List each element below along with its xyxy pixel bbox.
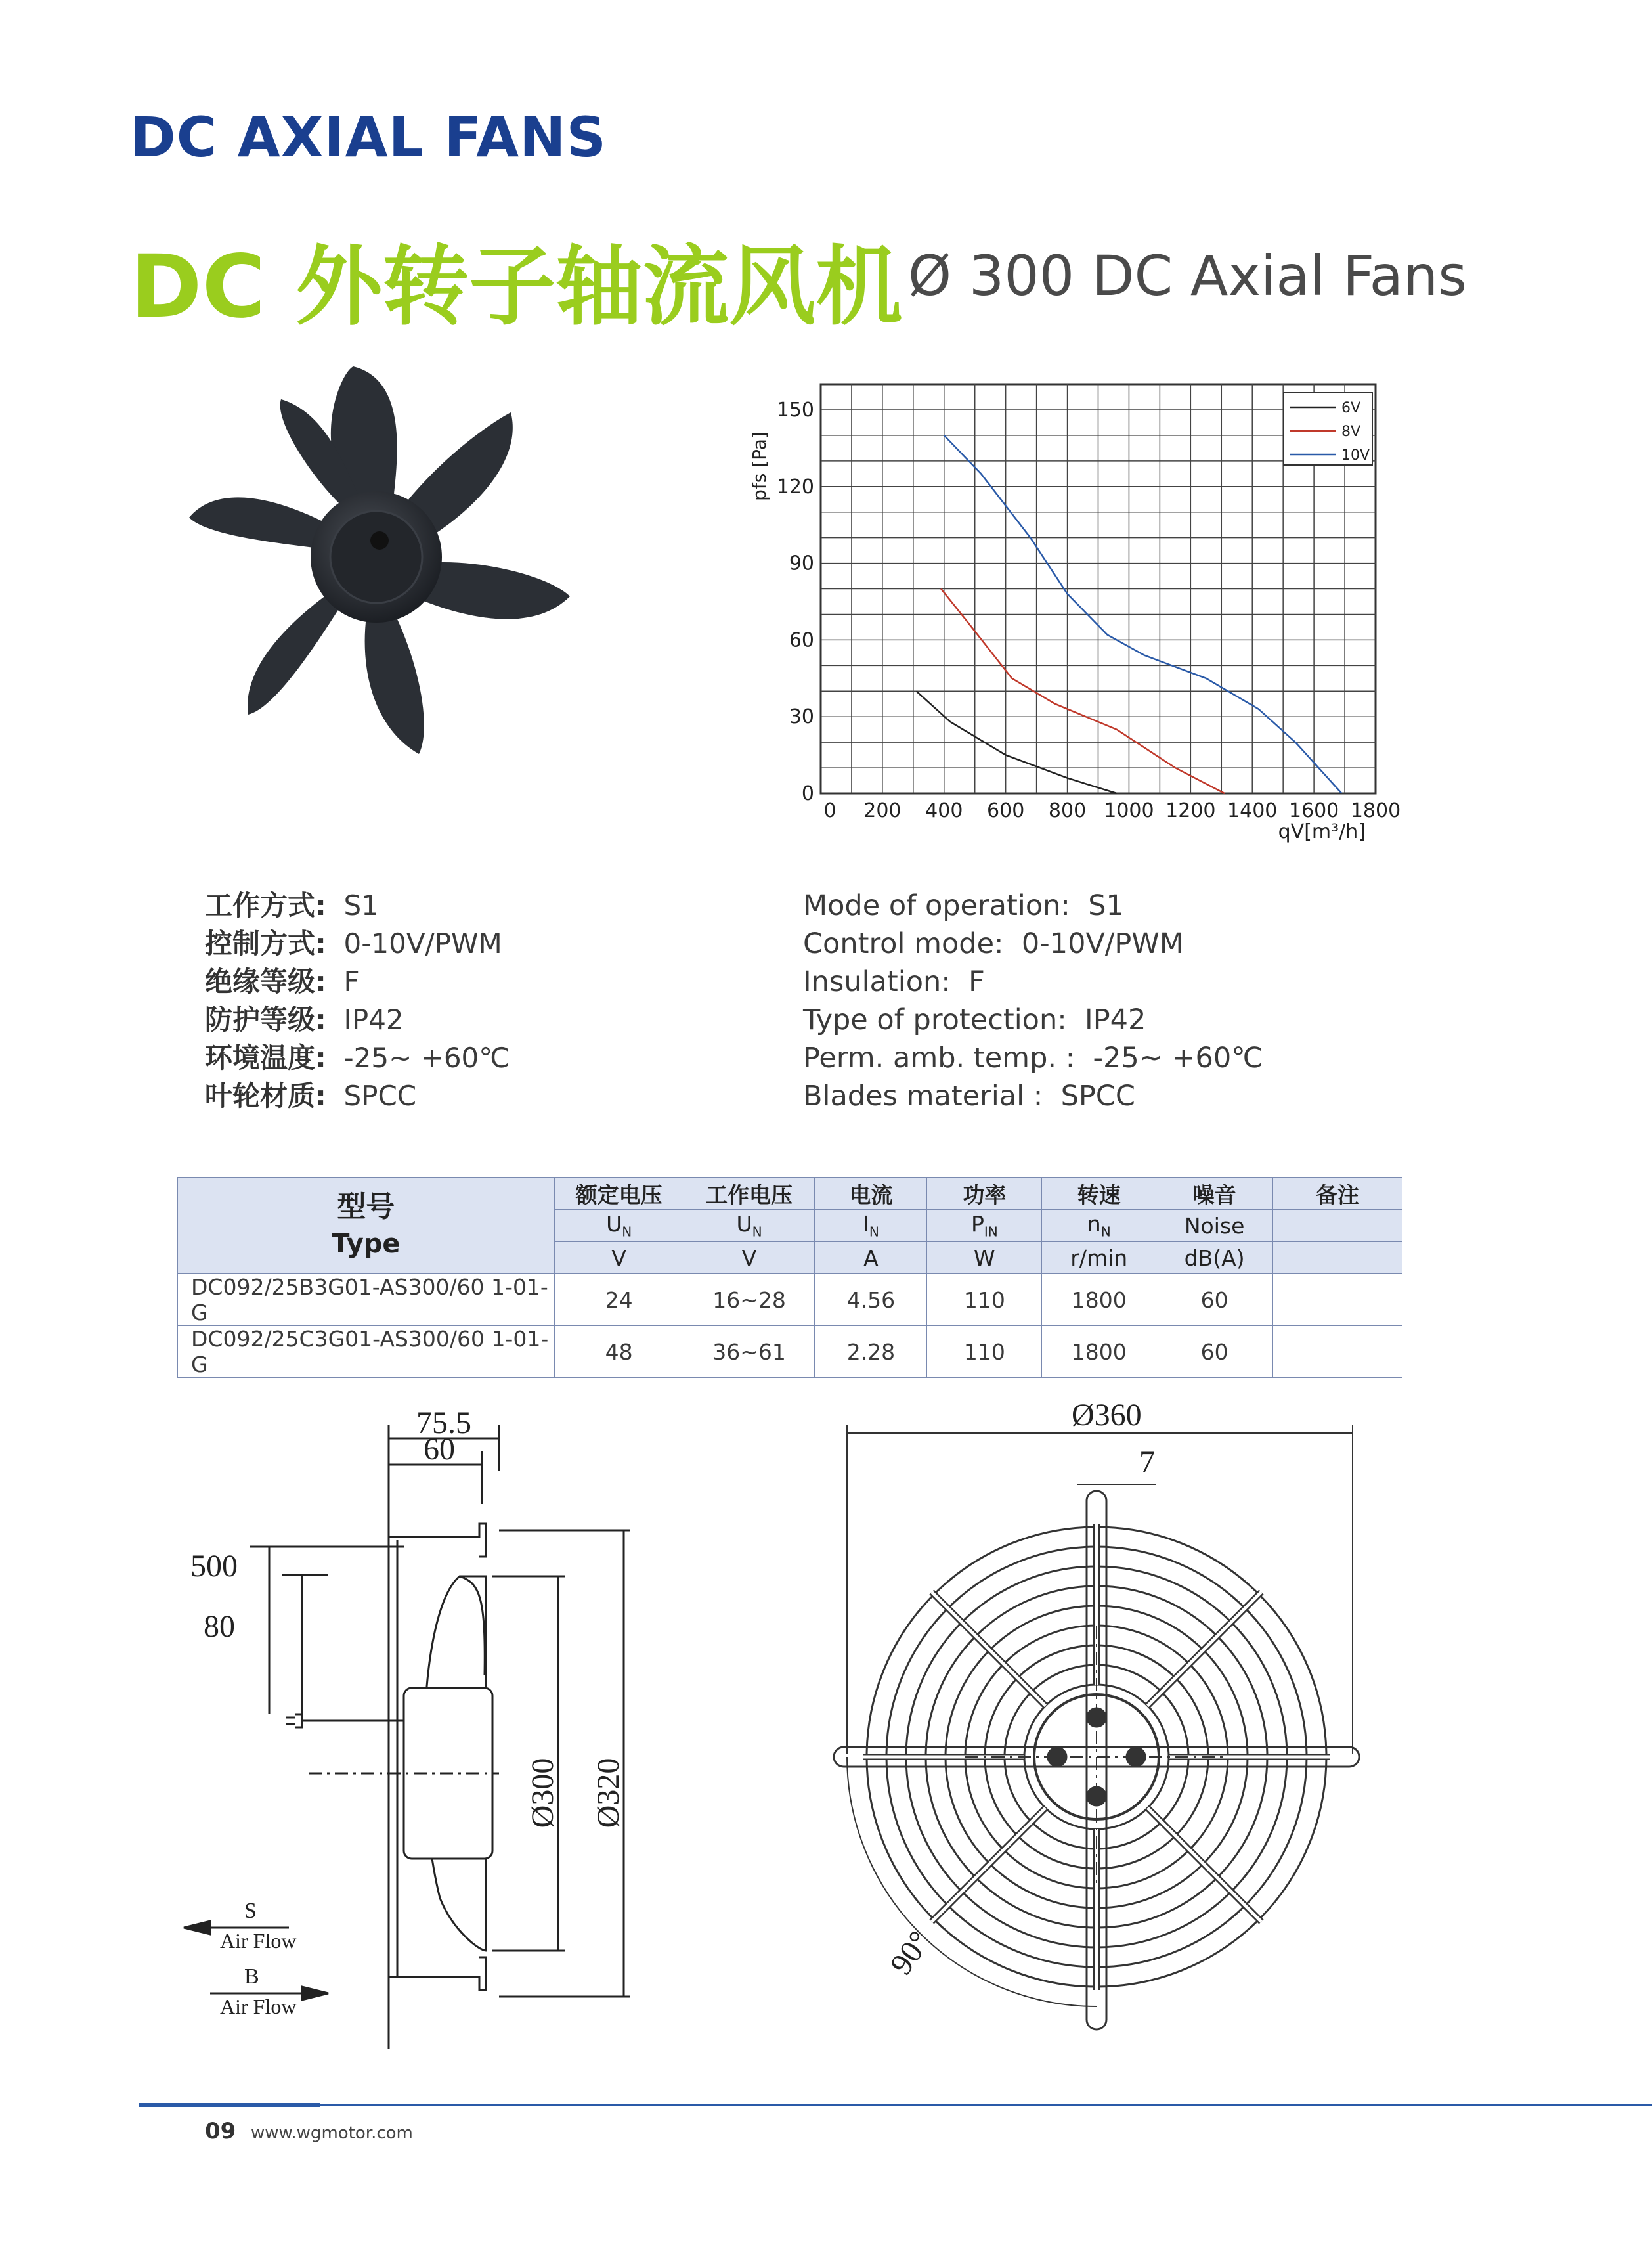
col-header-cn: 工作电压 bbox=[684, 1178, 815, 1210]
dim-75-5: 75.5 bbox=[416, 1406, 471, 1440]
col-header-symbol bbox=[1273, 1210, 1402, 1242]
model-cell: DC092/25B3G01-AS300/60 1-01-G bbox=[178, 1274, 555, 1326]
col-header-symbol: $U_N$ bbox=[554, 1210, 684, 1242]
chart-xlabel: qV[m³/h] bbox=[1278, 820, 1366, 843]
dim-7: 7 bbox=[1139, 1445, 1155, 1480]
col-header-unit: V bbox=[684, 1242, 815, 1274]
col-header-unit: W bbox=[927, 1242, 1042, 1274]
table-cell: 110 bbox=[927, 1274, 1042, 1326]
spec-row bbox=[803, 963, 1263, 1001]
x-tick-label: 600 bbox=[987, 799, 1025, 822]
spec-value: F bbox=[326, 965, 360, 998]
legend-label: 10V bbox=[1341, 447, 1370, 464]
dim-500: 500 bbox=[190, 1549, 238, 1583]
table-cell: 2.28 bbox=[815, 1326, 927, 1378]
spec-row bbox=[205, 1077, 510, 1115]
spec-row bbox=[205, 1039, 510, 1077]
table-cell: 4.56 bbox=[815, 1274, 927, 1326]
legend-label: 6V bbox=[1341, 400, 1361, 416]
spec-value: SPCC bbox=[326, 1080, 417, 1112]
table-cell: 36~61 bbox=[684, 1326, 815, 1378]
spec-row bbox=[205, 1001, 510, 1039]
y-tick-label: 90 bbox=[789, 552, 814, 575]
type-header-cn: 型号 bbox=[337, 1190, 395, 1224]
spec-value: SPCC bbox=[1043, 1080, 1135, 1113]
front-view-drawing bbox=[814, 1386, 1418, 2043]
col-header-unit: r/min bbox=[1042, 1242, 1156, 1274]
table-cell: 1800 bbox=[1042, 1326, 1156, 1378]
table-cell: 1800 bbox=[1042, 1274, 1156, 1326]
spec-label: Blades material : bbox=[803, 1080, 1043, 1113]
col-header-unit: V bbox=[554, 1242, 684, 1274]
table-row bbox=[178, 1326, 1402, 1378]
x-tick-label: 1000 bbox=[1104, 799, 1154, 822]
y-tick-label: 150 bbox=[776, 398, 814, 422]
spec-value: IP42 bbox=[326, 1004, 404, 1036]
y-tick-label: 120 bbox=[776, 475, 814, 498]
model-cell: DC092/25C3G01-AS300/60 1-01-G bbox=[178, 1326, 555, 1378]
col-header-cn: 额定电压 bbox=[554, 1178, 684, 1210]
dim-60: 60 bbox=[424, 1432, 455, 1467]
y-tick-label: 0 bbox=[801, 782, 814, 805]
col-header-cn: 转速 bbox=[1042, 1178, 1156, 1210]
performance-chart bbox=[742, 368, 1405, 854]
spec-row bbox=[803, 1001, 1263, 1039]
col-header-symbol: $U_N$ bbox=[684, 1210, 815, 1242]
dim-360: Ø360 bbox=[1072, 1398, 1142, 1432]
chart-legend bbox=[1284, 393, 1372, 465]
spec-row bbox=[205, 963, 510, 1001]
spec-label: 环境温度: bbox=[205, 1042, 326, 1074]
specs-cn bbox=[205, 887, 510, 1115]
col-header-symbol: Noise bbox=[1156, 1210, 1273, 1242]
spec-row bbox=[803, 1077, 1263, 1115]
type-header bbox=[178, 1178, 555, 1274]
table-cell: 60 bbox=[1156, 1326, 1273, 1378]
x-tick-label: 1800 bbox=[1350, 799, 1401, 822]
table-cell: 24 bbox=[554, 1274, 684, 1326]
table-cell: 60 bbox=[1156, 1274, 1273, 1326]
y-tick-label: 30 bbox=[789, 705, 814, 729]
table-row bbox=[178, 1274, 1402, 1326]
table-cell bbox=[1273, 1274, 1402, 1326]
spec-value: -25~ +60℃ bbox=[326, 1042, 510, 1074]
type-header-en: Type bbox=[332, 1229, 401, 1259]
col-header-cn: 电流 bbox=[815, 1178, 927, 1210]
x-tick-label: 200 bbox=[863, 799, 902, 822]
page-number: 09 bbox=[205, 2118, 236, 2144]
dim-300: Ø300 bbox=[525, 1758, 560, 1828]
table-cell bbox=[1273, 1326, 1402, 1378]
spec-label: 工作方式: bbox=[205, 889, 326, 921]
air-flow-b-label: Air Flow bbox=[220, 1995, 297, 2018]
col-header-cn: 功率 bbox=[927, 1178, 1042, 1210]
angle-90: 90° bbox=[883, 1924, 938, 1981]
spec-label: 绝缘等级: bbox=[205, 965, 326, 998]
col-header-symbol: $I_N$ bbox=[815, 1210, 927, 1242]
spec-row bbox=[803, 1039, 1263, 1077]
air-flow-s-label: Air Flow bbox=[220, 1929, 297, 1953]
page-title-en: Ø 300 DC Axial Fans bbox=[908, 244, 1467, 308]
table-cell: 110 bbox=[927, 1326, 1042, 1378]
x-tick-label: 800 bbox=[1048, 799, 1087, 822]
spec-label: 控制方式: bbox=[205, 927, 326, 960]
spec-value: S1 bbox=[1070, 889, 1124, 922]
chart-ylabel: pfs [Pa] bbox=[749, 432, 770, 501]
spec-value: S1 bbox=[326, 889, 379, 921]
spec-label: Control mode: bbox=[803, 927, 1004, 960]
spec-label: Insulation: bbox=[803, 965, 951, 998]
fan-product-photo bbox=[183, 360, 590, 780]
spec-value: IP42 bbox=[1066, 1004, 1146, 1036]
spec-row bbox=[803, 887, 1263, 925]
series-title: DC AXIAL FANS bbox=[130, 105, 607, 169]
dim-80: 80 bbox=[204, 1609, 235, 1644]
spec-label: 防护等级: bbox=[205, 1004, 326, 1036]
x-tick-label: 1200 bbox=[1165, 799, 1216, 822]
specs-en bbox=[803, 887, 1263, 1115]
legend-label: 8V bbox=[1341, 424, 1361, 440]
spec-value: -25~ +60℃ bbox=[1075, 1042, 1263, 1074]
spec-value: 0-10V/PWM bbox=[326, 927, 502, 960]
spec-label: Mode of operation: bbox=[803, 889, 1070, 922]
x-tick-label: 0 bbox=[823, 799, 837, 822]
footer-url: www.wgmotor.com bbox=[251, 2123, 413, 2143]
spec-row bbox=[803, 925, 1263, 963]
col-header-cn: 噪音 bbox=[1156, 1178, 1273, 1210]
footer-rule bbox=[139, 2103, 1652, 2106]
spec-value: 0-10V/PWM bbox=[1003, 927, 1184, 960]
col-header-unit bbox=[1273, 1242, 1402, 1274]
spec-value: F bbox=[950, 965, 985, 998]
y-tick-label: 60 bbox=[789, 629, 814, 652]
side-view-drawing bbox=[171, 1399, 696, 2049]
col-header-unit: A bbox=[815, 1242, 927, 1274]
col-header-symbol: $P_{IN}$ bbox=[927, 1210, 1042, 1242]
table-cell: 48 bbox=[554, 1326, 684, 1378]
spec-row bbox=[205, 887, 510, 925]
col-header-unit: dB(A) bbox=[1156, 1242, 1273, 1274]
spec-label: 叶轮材质: bbox=[205, 1080, 326, 1112]
air-flow-b: B bbox=[244, 1964, 259, 1989]
air-flow-s: S bbox=[244, 1899, 257, 1923]
spec-row bbox=[205, 925, 510, 963]
spec-label: Perm. amb. temp. : bbox=[803, 1042, 1076, 1074]
x-tick-label: 1600 bbox=[1288, 799, 1339, 822]
table-header-cn bbox=[178, 1178, 1402, 1210]
dim-320: Ø320 bbox=[591, 1758, 626, 1828]
x-tick-label: 1400 bbox=[1227, 799, 1278, 822]
spec-label: Type of protection: bbox=[803, 1004, 1067, 1036]
col-header-symbol: $n_N$ bbox=[1042, 1210, 1156, 1242]
table-cell: 16~28 bbox=[684, 1274, 815, 1326]
page-title-cn: DC 外转子轴流风机 bbox=[130, 236, 903, 338]
spec-table bbox=[177, 1177, 1402, 1378]
x-tick-label: 400 bbox=[925, 799, 963, 822]
col-header-cn: 备注 bbox=[1273, 1178, 1402, 1210]
